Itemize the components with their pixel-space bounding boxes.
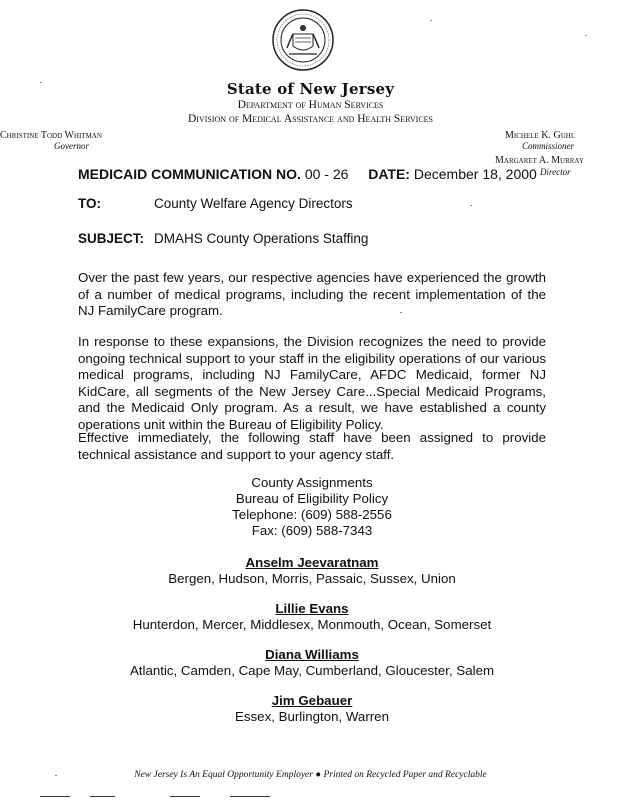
staff-counties: Hunterdon, Mercer, Middlesex, Monmouth, Ocean, Somerset <box>132 617 492 632</box>
director-title: Director <box>540 167 571 177</box>
governor-name: Christine Todd Whitman <box>0 130 102 141</box>
scan-edge-mark <box>170 796 200 797</box>
contact-fax: Fax: (609) 588-7343 <box>251 523 373 538</box>
staff-counties: Essex, Burlington, Warren <box>235 709 389 724</box>
staff-name: Anselm Jeevaratnam <box>245 555 379 570</box>
department-name: Department of Human Services <box>237 99 384 111</box>
scan-speck <box>400 312 402 313</box>
contact-telephone: Telephone: (609) 588-2556 <box>232 507 392 522</box>
body-paragraph-1: Over the past few years, our respective agencies have experienced the growth of a number of medical programs, including the recent implementation of the NJ FamilyCare program. <box>78 270 546 318</box>
commissioner-name: Michele K. Guhl <box>505 130 576 141</box>
contact-bureau: Bureau of Eligibility Policy <box>235 491 389 506</box>
subject-line <box>78 231 368 246</box>
date-label: DATE: <box>368 166 410 182</box>
staff-counties: Atlantic, Camden, Cape May, Cumberland, Gloucester, Salem <box>129 663 495 678</box>
communication-number: 00 - 26 <box>304 166 349 182</box>
staff-name: Jim Gebauer <box>271 693 353 708</box>
contact-block <box>78 475 546 725</box>
scan-edge-mark <box>90 796 115 797</box>
state-title: State of New Jersey <box>226 80 395 98</box>
staff-counties: Bergen, Hudson, Morris, Passaic, Sussex, Union <box>168 571 456 586</box>
communication-label: MEDICAID COMMUNICATION NO. <box>78 166 301 182</box>
to-value: County Welfare Agency Directors <box>154 196 353 211</box>
footer-text: New Jersey Is An Equal Opportunity Employer ● Printed on Recycled Paper and Recyclable <box>134 770 487 780</box>
subject-label: SUBJECT: <box>78 231 145 246</box>
date-value: December 18, 2000 <box>413 166 537 182</box>
scan-edge-mark <box>40 796 70 797</box>
scan-edge-mark <box>230 796 270 797</box>
state-seal-icon <box>271 8 335 72</box>
to-line <box>78 196 353 211</box>
body-paragraph-2: In response to these expansions, the Division recognizes the need to provide ongoing technical support to your staff in the eligibility operations of our various medical programs, including NJ FamilyCare, AFDC Medicaid, former NJ KidCare, all segments of the New Jersey Care...Special Medicaid Programs, and the Medicaid Only program. As a result, we have established a county operations unit within the Bureau of Eligibility Policy. <box>78 334 546 432</box>
staff-name: Lillie Evans <box>275 601 349 616</box>
division-name: Division of Medical Assistance and Health Services <box>187 113 434 125</box>
communication-header <box>78 166 537 182</box>
subject-value: DMAHS County Operations Staffing <box>154 231 369 246</box>
staff-name: Diana Williams <box>265 647 359 662</box>
scan-speck <box>430 20 432 21</box>
scan-speck <box>40 82 42 83</box>
director-name: Margaret A. Murray <box>495 155 584 166</box>
to-label: TO: <box>78 196 101 211</box>
commissioner-title: Commissioner <box>522 141 575 151</box>
governor-title: Governor <box>54 141 89 151</box>
contact-heading: County Assignments <box>251 475 373 490</box>
body-paragraph-3: Effective immediately, the following staff have been assigned to provide technical assistance and support to your agency staff. <box>78 430 546 462</box>
scan-speck <box>55 775 57 776</box>
scan-speck <box>470 205 472 206</box>
scan-speck <box>585 35 587 36</box>
